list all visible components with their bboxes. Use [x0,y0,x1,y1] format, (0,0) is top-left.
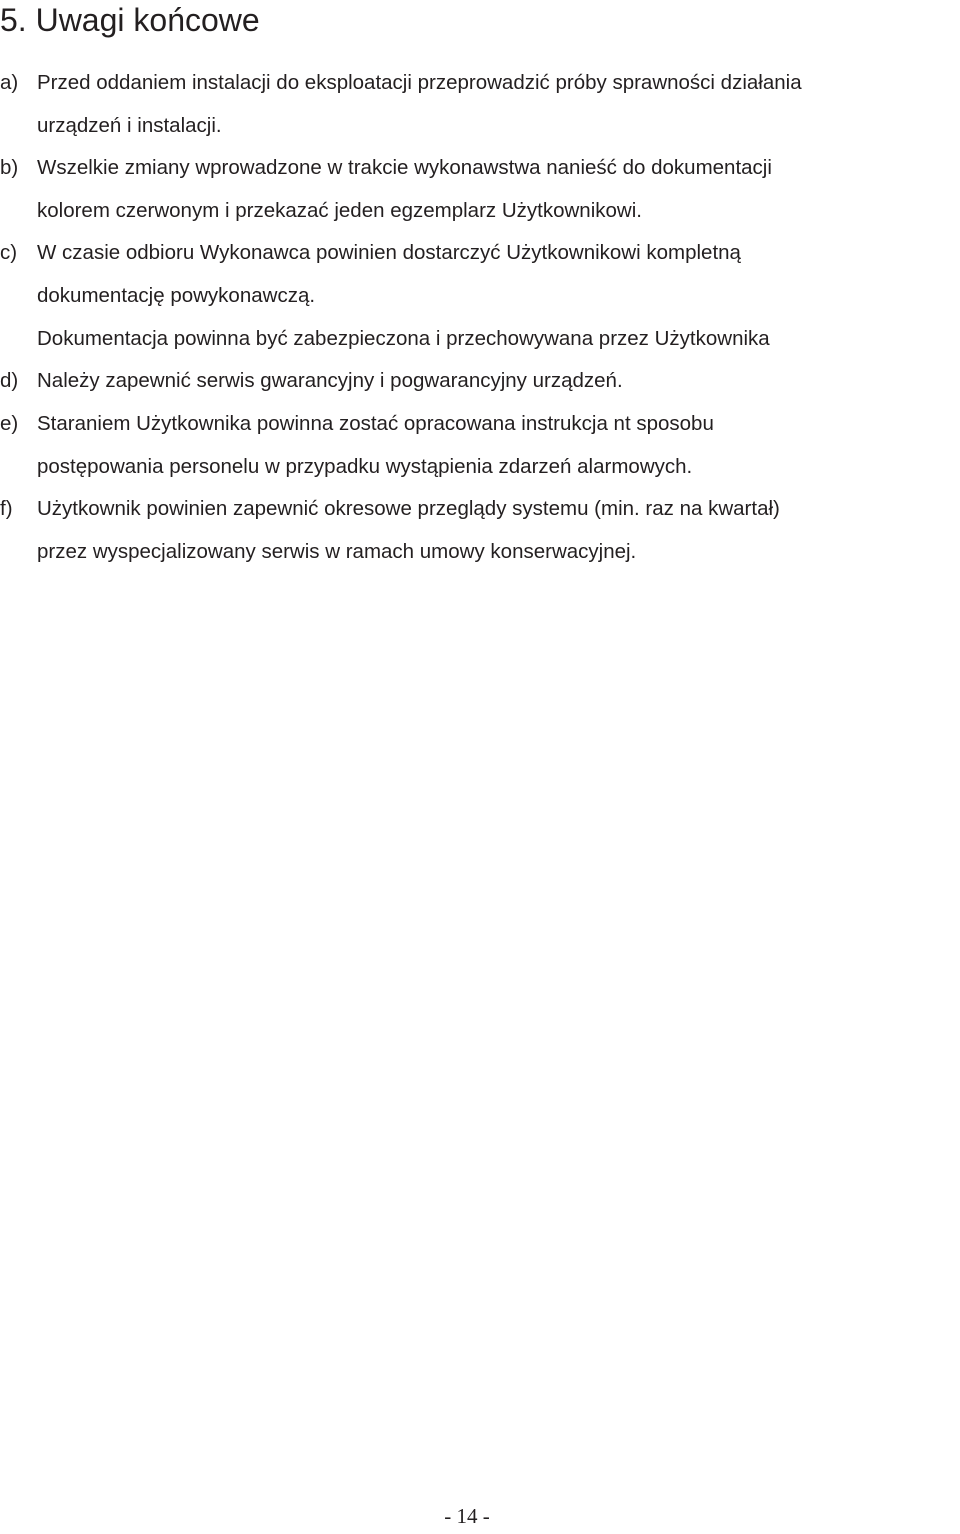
list-item-marker: c) [0,241,18,264]
list-item-text-line: W czasie odbioru Wykonawca powinien dostarczyć Użytkownikowi kompletną [37,241,741,264]
list-item-text-line: dokumentację powykonawczą. [37,284,316,307]
list-item-text-line: Przed oddaniem instalacji do eksploatacji przeprowadzić próby sprawności działania [37,71,802,94]
list-item-marker: b) [0,156,19,179]
list-item-a [0,61,958,147]
list-item-text-line: urządzeń i instalacji. [37,114,222,137]
list-item-text-line: kolorem czerwonym i przekazać jeden egzemplarz Użytkownikowi. [37,199,642,222]
list-item-text-line: Użytkownik powinien zapewnić okresowe przeglądy systemu (min. raz na kwartał) [37,497,780,520]
list-item-marker: a) [0,71,19,94]
list-item-text-line: Należy zapewnić serwis gwarancyjny i pogwarancyjny urządzeń. [37,369,623,392]
page-number: - 14 - [444,1504,490,1528]
list-item-text-line: postępowania personelu w przypadku wystąpienia zdarzeń alarmowych. [37,455,693,478]
list-item-d [0,359,958,402]
list-item-marker: e) [0,412,19,435]
list-item-text-line: Wszelkie zmiany wprowadzone w trakcie wykonawstwa nanieść do dokumentacji [37,156,772,179]
list-item-f [0,487,958,573]
section-heading: 5. Uwagi końcowe [0,2,260,38]
list-item-text-line: przez wyspecjalizowany serwis w ramach umowy konserwacyjnej. [37,540,637,563]
list-item-text-line: Dokumentacja powinna być zabezpieczona i przechowywana przez Użytkownika [37,327,770,350]
list-item-marker: d) [0,369,19,392]
list-item-marker: f) [0,497,13,520]
list-item-c [0,231,958,360]
list-item-b [0,146,958,232]
list-item-e [0,402,958,488]
list-item-text-line: Staraniem Użytkownika powinna zostać opracowana instrukcja nt sposobu [37,412,714,435]
